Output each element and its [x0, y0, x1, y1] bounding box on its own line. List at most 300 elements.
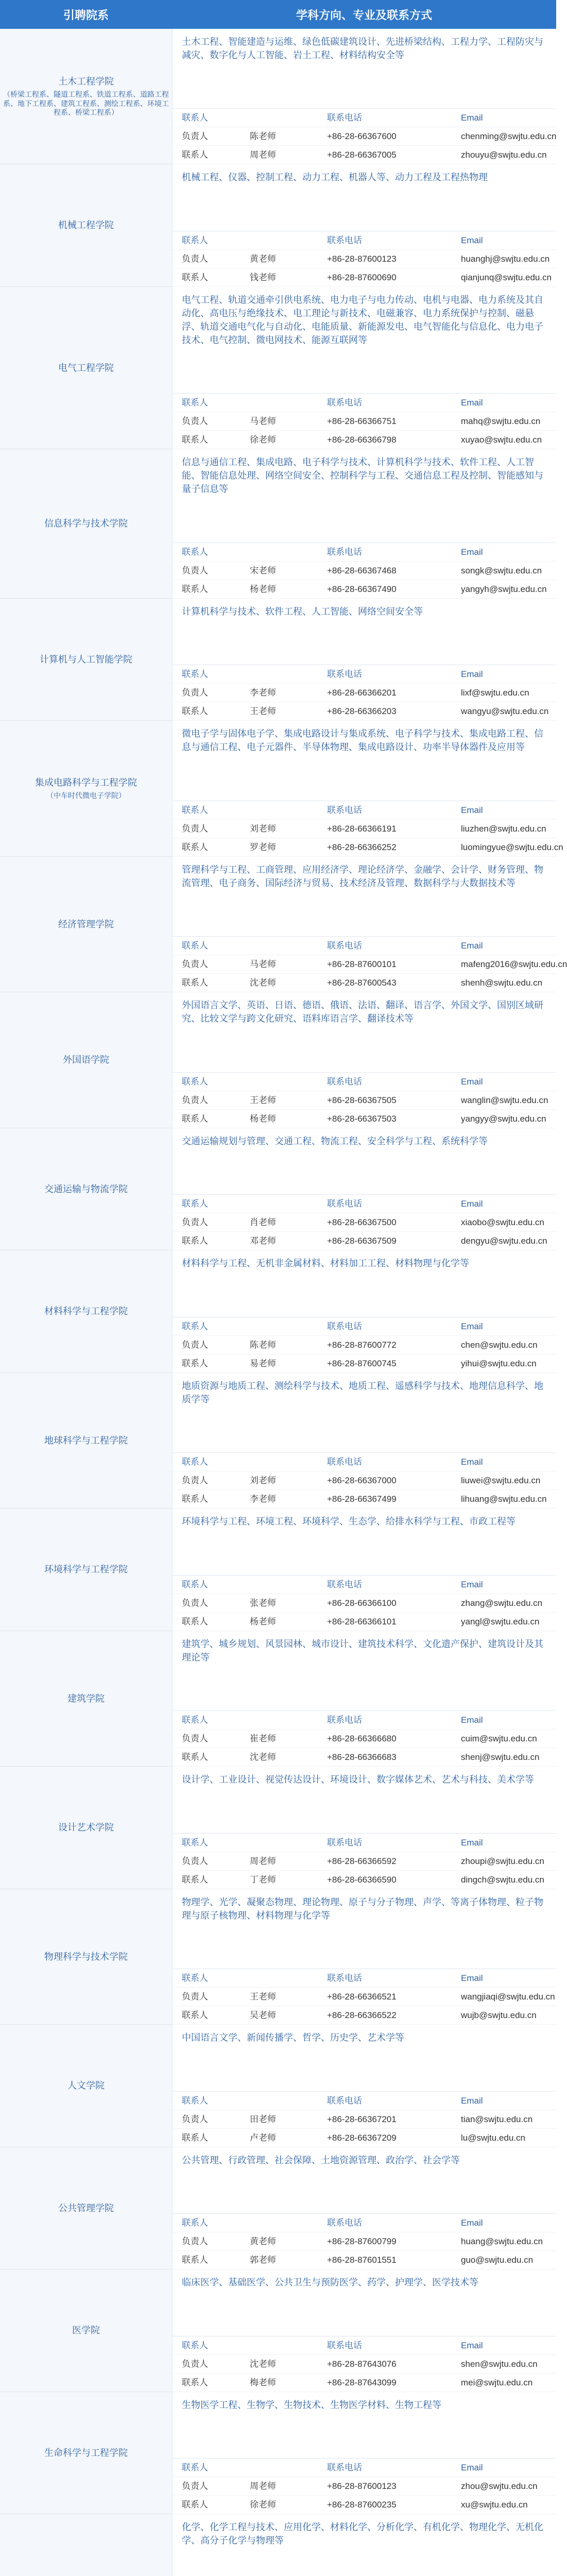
- department-name: 环境科学与工程学院: [44, 1564, 128, 1575]
- contact-name: 沈老师: [250, 2359, 276, 2369]
- discipline-text: 公共管理、行政管理、社会保障、土地资源管理、政治学、社会学等: [172, 2147, 556, 2214]
- contact-role: 联系人: [182, 978, 208, 988]
- contact-header-c4: Email: [461, 1199, 483, 1209]
- department-name: 计算机与人工智能学院: [40, 654, 132, 665]
- department-subtitle: （桥梁工程系、隧道工程系、铁道工程系、道路工程系、地下工程系、建筑工程系、测绘工程系、环境工程系、桥梁工程系）: [3, 90, 169, 117]
- contact-row: [172, 1852, 556, 1871]
- contact-header-c1: 联系人: [182, 398, 208, 408]
- discipline-text: 临床医学、基础医学、公共卫生与预防医学、药学、护理学、医学技术等: [172, 2269, 556, 2336]
- contact-name: 刘老师: [250, 823, 276, 834]
- department-name-cell: [0, 1128, 172, 1250]
- contact-email[interactable]: liuwei@swjtu.edu.cn: [461, 1476, 541, 1486]
- contact-phone: +86-28-87600799: [327, 2236, 397, 2247]
- contact-role: 负责人: [182, 2481, 208, 2492]
- contact-header-c3: 联系电话: [327, 547, 362, 557]
- contact-role: 负责人: [182, 1856, 208, 1866]
- department-name: 信息科学与技术学院: [44, 518, 128, 529]
- contact-name: 张老师: [250, 1598, 276, 1608]
- contact-name: 郭老师: [250, 2255, 276, 2265]
- contact-email[interactable]: liuzhen@swjtu.edu.cn: [461, 823, 546, 834]
- contact-email[interactable]: zhou@swjtu.edu.cn: [461, 2481, 538, 2492]
- contact-role: 联系人: [182, 842, 208, 852]
- contact-row: [172, 1730, 556, 1748]
- contact-role: 负责人: [182, 2236, 208, 2247]
- discipline-text: 化学、化学工程与技术、应用化学、材料化学、分析化学、有机化学、物理化学、无机化学、高分子化学与物理等: [172, 2514, 556, 2576]
- contact-name: 杨老师: [250, 1113, 276, 1124]
- contact-phone: +86-28-66367201: [327, 2114, 397, 2124]
- contact-header-c3: 联系电话: [327, 2463, 362, 2473]
- contact-header-row: [172, 2459, 556, 2477]
- contact-phone: +86-28-87600772: [327, 1340, 397, 1350]
- contact-role: 联系人: [182, 2255, 208, 2265]
- discipline-text: 外国语言文学、英语、日语、德语、俄语、法语、翻译、语言学、外国文学、国别区域研究、比较文学与跨文化研究、语料库语言学、翻译技术等: [172, 992, 556, 1072]
- department-name-cell: [0, 1631, 172, 1767]
- contact-phone: +86-28-66366101: [327, 1616, 397, 1626]
- contact-header-c1: 联系人: [182, 1579, 208, 1589]
- contact-role: 负责人: [182, 1095, 208, 1105]
- contact-header-c4: Email: [461, 941, 483, 951]
- contact-name: 罗老师: [250, 842, 276, 852]
- discipline-text: 微电子学与固体电子学、集成电路设计与集成系统、电子科学与技术、集成电路工程、信息与通信工程、电子元器件、半导体物理、集成电路设计、功率半导体器件及应用等: [172, 721, 556, 801]
- contact-role: 联系人: [182, 2377, 208, 2387]
- contact-header-c3: 联系电话: [327, 113, 362, 123]
- contact-header-c1: 联系人: [182, 547, 208, 557]
- contact-name: 杨老师: [250, 584, 276, 594]
- contact-role: 负责人: [182, 253, 208, 264]
- department-name-cell: [0, 2147, 172, 2269]
- contact-row: [172, 1354, 556, 1373]
- contact-email[interactable]: yangyy@swjtu.edu.cn: [461, 1113, 546, 1124]
- contact-row: [172, 1594, 556, 1613]
- contact-header-c3: 联系电话: [327, 805, 362, 815]
- table-header: [0, 0, 556, 29]
- department-name: 机械工程学院: [58, 220, 114, 231]
- contact-email[interactable]: zhang@swjtu.edu.cn: [461, 1598, 543, 1608]
- contact-row: [172, 562, 556, 580]
- contact-email[interactable]: lihuang@swjtu.edu.cn: [461, 1494, 547, 1504]
- contact-row: [172, 431, 556, 449]
- contact-email[interactable]: guo@swjtu.edu.cn: [461, 2255, 534, 2265]
- contact-header-c3: 联系电话: [327, 1199, 362, 1209]
- discipline-text: 中国语言文学、新闻传播学、哲学、历史学、艺术学等: [172, 2025, 556, 2091]
- contact-row: [172, 1748, 556, 1767]
- contact-name: 沈老师: [250, 1752, 276, 1762]
- contact-header-row: [172, 1969, 556, 1988]
- contact-phone: +86-28-66366201: [327, 688, 397, 698]
- department-name: 集成电路科学与工程学院: [35, 777, 137, 788]
- contact-row: [172, 2129, 556, 2147]
- contact-phone: +86-28-66366680: [327, 1734, 397, 1744]
- contact-email[interactable]: huanghj@swjtu.edu.cn: [461, 253, 550, 264]
- contact-header-c1: 联系人: [182, 1715, 208, 1725]
- contact-role: 联系人: [182, 706, 208, 717]
- contact-header-row: [172, 1073, 556, 1091]
- contact-name: 黄老师: [250, 253, 276, 264]
- contact-header-c4: Email: [461, 1973, 483, 1984]
- discipline-text: 交通运输规划与管理、交通工程、物流工程、安全科学与工程、系统科学等: [172, 1128, 556, 1195]
- contact-email[interactable]: songk@swjtu.edu.cn: [461, 565, 542, 575]
- contact-header-row: [172, 231, 556, 250]
- discipline-text: 建筑学、城乡规划、风景园林、城市设计、建筑技术科学、文化遗产保护、建筑设计及其理论等: [172, 1631, 556, 1711]
- department-name-cell: [0, 29, 172, 164]
- contact-email[interactable]: chen@swjtu.edu.cn: [461, 1340, 538, 1350]
- contact-header-c4: Email: [461, 1457, 483, 1467]
- contact-name: 黄老师: [250, 2236, 276, 2247]
- contact-phone: +86-28-66366252: [327, 842, 397, 852]
- contact-role: 联系人: [182, 1113, 208, 1124]
- department-name-cell: [0, 2025, 172, 2147]
- contact-row: [172, 146, 556, 164]
- contact-header-row: [172, 2092, 556, 2110]
- contact-role: 联系人: [182, 1874, 208, 1885]
- contact-row: [172, 1871, 556, 1889]
- contact-email[interactable]: wangyu@swjtu.edu.cn: [461, 706, 549, 717]
- department-name-cell: [0, 2392, 172, 2514]
- contact-name: 王老师: [250, 1992, 276, 2002]
- contact-name: 李老师: [250, 688, 276, 698]
- contact-name: 易老师: [250, 1358, 276, 1368]
- contact-email[interactable]: huang@swjtu.edu.cn: [461, 2236, 543, 2247]
- department-name: 经济管理学院: [58, 919, 114, 929]
- contact-role: 负责人: [182, 565, 208, 575]
- contact-phone: +86-28-66366203: [327, 706, 397, 717]
- contact-row: [172, 127, 556, 146]
- department-name: 地球科学与工程学院: [44, 1435, 128, 1446]
- contact-header-c1: 联系人: [182, 1837, 208, 1848]
- contact-row: [172, 1471, 556, 1490]
- department-name: 外国语学院: [63, 1055, 109, 1065]
- contact-header-c4: Email: [461, 805, 483, 815]
- contact-email[interactable]: wangjiaqi@swjtu.edu.cn: [461, 1992, 555, 2002]
- contact-role: 联系人: [182, 2132, 208, 2143]
- contact-header-c3: 联系电话: [327, 1715, 362, 1725]
- discipline-text: 物理学、光学、凝聚态物理、理论物理、原子与分子物理、声学、等离子体物理、粒子物理与原子核物理、材料物理与化学等: [172, 1889, 556, 1969]
- contact-name: 肖老师: [250, 1217, 276, 1228]
- contact-name: 田老师: [250, 2114, 276, 2124]
- contact-phone: +86-28-87600123: [327, 2481, 397, 2492]
- contact-email[interactable]: luomingyue@swjtu.edu.cn: [461, 842, 563, 852]
- contact-role: 负责人: [182, 1598, 208, 1608]
- discipline-text: 设计学、工业设计、视觉传达设计、环境设计、数字媒体艺术、艺术与科技、美术学等: [172, 1767, 556, 1833]
- contact-header-row: [172, 801, 556, 820]
- contact-email[interactable]: lixf@swjtu.edu.cn: [461, 688, 529, 698]
- contact-email[interactable]: yangl@swjtu.edu.cn: [461, 1616, 540, 1626]
- contact-header-c3: 联系电话: [327, 1321, 362, 1331]
- contact-phone: +86-28-66366751: [327, 416, 397, 427]
- contact-phone: +86-28-66367509: [327, 1236, 397, 1246]
- contact-header-c1: 联系人: [182, 1321, 208, 1331]
- contact-header-row: [172, 394, 556, 412]
- contact-role: 负责人: [182, 131, 208, 142]
- contact-name: 陈老师: [250, 131, 276, 142]
- department-name-cell: [0, 287, 172, 449]
- contact-row: [172, 2251, 556, 2269]
- contact-email[interactable]: cuim@swjtu.edu.cn: [461, 1734, 537, 1744]
- contact-header-c4: Email: [461, 113, 483, 123]
- department-name-cell: [0, 1250, 172, 1372]
- discipline-text: 管理科学与工程、工商管理、应用经济学、理论经济学、金融学、会计学、财务管理、物流管理、电子商务、国际经济与贸易、技术经济及管理、数据科学与大数据技术等: [172, 857, 556, 937]
- discipline-text: 材料科学与工程、无机非金属材料、材料加工工程、材料物理与化学等: [172, 1250, 556, 1317]
- contact-header-c1: 联系人: [182, 805, 208, 815]
- contact-row: [172, 250, 556, 268]
- department-name: 材料科学与工程学院: [44, 1306, 128, 1317]
- contact-row: [172, 1336, 556, 1354]
- department-name-cell: [0, 1373, 172, 1509]
- contact-header-c3: 联系电话: [327, 235, 362, 245]
- contact-phone: +86-28-66367505: [327, 1095, 397, 1105]
- contact-row: [172, 820, 556, 838]
- contact-name: 宋老师: [250, 565, 276, 575]
- contact-header-c3: 联系电话: [327, 941, 362, 951]
- department-subtitle: （中车时代微电子学院）: [46, 791, 126, 800]
- department-name: 土木工程学院: [58, 76, 114, 87]
- contact-name: 李老师: [250, 1494, 276, 1504]
- contact-header-c4: Email: [461, 1579, 483, 1589]
- contact-role: 负责人: [182, 2359, 208, 2369]
- contact-name: 王老师: [250, 1095, 276, 1105]
- contact-header-c4: Email: [461, 2095, 483, 2106]
- contact-name: 崔老师: [250, 1734, 276, 1744]
- contact-phone: +86-28-66367490: [327, 584, 397, 594]
- contact-phone: +86-28-87601551: [327, 2255, 397, 2265]
- contact-email[interactable]: yangyh@swjtu.edu.cn: [461, 584, 547, 594]
- contact-header-c4: Email: [461, 235, 483, 245]
- contact-row: [172, 2477, 556, 2496]
- contact-email[interactable]: shenj@swjtu.edu.cn: [461, 1752, 540, 1762]
- header-col-discipline: 学科方向、专业及联系方式: [296, 8, 432, 22]
- contact-header-row: [172, 2214, 556, 2232]
- contact-header-row: [172, 937, 556, 955]
- contact-header-c3: 联系电话: [327, 669, 362, 680]
- contact-row: [172, 412, 556, 431]
- department-name: 物理科学与技术学院: [44, 1951, 128, 1962]
- contact-row: [172, 974, 556, 992]
- contact-role: 负责人: [182, 1992, 208, 2002]
- contact-role: 联系人: [182, 1616, 208, 1626]
- department-name: 医学院: [72, 2325, 100, 2336]
- contact-header-c3: 联系电话: [327, 398, 362, 408]
- contact-name: 周老师: [250, 1856, 276, 1866]
- contact-email[interactable]: qianjunq@swjtu.edu.cn: [461, 272, 552, 282]
- contact-phone: +86-28-87600543: [327, 978, 397, 988]
- contact-phone: +86-28-87600745: [327, 1358, 397, 1368]
- header-col-department: 引聘院系: [63, 8, 109, 22]
- contact-phone: +86-28-66367499: [327, 1494, 397, 1504]
- contact-row: [172, 2110, 556, 2129]
- department-name-cell: [0, 449, 172, 598]
- contact-header-c4: Email: [461, 398, 483, 408]
- contact-name: 丁老师: [250, 1874, 276, 1885]
- department-name: 生命科学与工程学院: [44, 2447, 128, 2458]
- contact-header-c4: Email: [461, 2463, 483, 2473]
- contact-header-c4: Email: [461, 2340, 483, 2350]
- contact-phone: +86-28-66366592: [327, 1856, 397, 1866]
- department-name-cell: [0, 1509, 172, 1631]
- department-name-cell: [0, 599, 172, 721]
- contact-role: 负责人: [182, 688, 208, 698]
- contact-name: 梅老师: [250, 2377, 276, 2387]
- contact-row: [172, 1110, 556, 1128]
- contact-row: [172, 2006, 556, 2025]
- discipline-text: 地质资源与地质工程、测绘科学与技术、地质工程、遥感科学与技术、地理信息科学、地质学等: [172, 1373, 556, 1453]
- contact-role: 联系人: [182, 1752, 208, 1762]
- contact-email[interactable]: dingch@swjtu.edu.cn: [461, 1874, 544, 1885]
- department-name: 人文学院: [67, 2080, 105, 2091]
- department-name-cell: [0, 857, 172, 992]
- contact-role: 联系人: [182, 150, 208, 160]
- contact-header-c3: 联系电话: [327, 2218, 362, 2228]
- contact-role: 负责人: [182, 959, 208, 970]
- contact-name: 邓老师: [250, 1236, 276, 1246]
- contact-row: [172, 702, 556, 721]
- contact-header-row: [172, 1453, 556, 1471]
- contact-row: [172, 1988, 556, 2006]
- department-name: 设计艺术学院: [58, 1822, 114, 1833]
- department-name: 建筑学院: [67, 1693, 105, 1704]
- contact-email[interactable]: mahq@swjtu.edu.cn: [461, 416, 541, 427]
- contact-name: 沈老师: [250, 978, 276, 988]
- department-name-cell: [0, 164, 172, 286]
- contact-header-c3: 联系电话: [327, 1973, 362, 1984]
- contact-header-c3: 联系电话: [327, 1076, 362, 1087]
- contact-role: 负责人: [182, 823, 208, 834]
- contact-email[interactable]: chenming@swjtu.edu.cn: [461, 131, 557, 142]
- contact-role: 联系人: [182, 435, 208, 445]
- contact-name: 吴老师: [250, 2010, 276, 2021]
- contact-phone: +86-28-66366521: [327, 1992, 397, 2002]
- contact-email[interactable]: xuyao@swjtu.edu.cn: [461, 435, 542, 445]
- contact-role: 联系人: [182, 1236, 208, 1246]
- discipline-text: 环境科学与工程、环境工程、环境科学、生态学、给排水科学与工程、市政工程等: [172, 1509, 556, 1575]
- contact-phone: +86-28-87600690: [327, 272, 397, 282]
- department-name-cell: [0, 2269, 172, 2392]
- contact-email[interactable]: mafeng2016@swjtu.edu.cn: [461, 959, 567, 970]
- contact-header-c1: 联系人: [182, 235, 208, 245]
- contact-header-row: [172, 1834, 556, 1852]
- contact-header-c4: Email: [461, 1321, 483, 1331]
- contact-role: 负责人: [182, 416, 208, 427]
- department-name-cell: [0, 2514, 172, 2576]
- contact-email[interactable]: xiaobo@swjtu.edu.cn: [461, 1217, 544, 1228]
- contact-email[interactable]: shen@swjtu.edu.cn: [461, 2359, 538, 2369]
- contact-email[interactable]: zhoupi@swjtu.edu.cn: [461, 1856, 544, 1866]
- contact-phone: +86-28-66366798: [327, 435, 397, 445]
- contact-email[interactable]: lu@swjtu.edu.cn: [461, 2132, 525, 2143]
- contact-name: 杨老师: [250, 1616, 276, 1626]
- contact-row: [172, 955, 567, 974]
- discipline-text: 计算机科学与技术、软件工程、人工智能、网络空间安全等: [172, 599, 556, 665]
- contact-header-row: [172, 665, 556, 684]
- contact-header-c1: 联系人: [182, 669, 208, 680]
- contact-role: 负责人: [182, 1734, 208, 1744]
- contact-role: 联系人: [182, 1358, 208, 1368]
- contact-email[interactable]: mei@swjtu.edu.cn: [461, 2377, 533, 2387]
- contact-header-row: [172, 1317, 556, 1336]
- contact-row: [172, 1232, 556, 1250]
- contact-header-row: [172, 1711, 556, 1730]
- contact-phone: +86-28-87600123: [327, 253, 397, 264]
- discipline-text: 信息与通信工程、集成电路、电子科学与技术、计算机科学与技术、软件工程、人工智能、智能信息处理、网络空间安全、控制科学与工程、交通信息工程及控制、智能感知与量子信息等: [172, 449, 556, 543]
- contact-row: [172, 2374, 556, 2392]
- contact-header-c4: Email: [461, 1837, 483, 1848]
- department-name-cell: [0, 992, 172, 1128]
- contact-role: 负责人: [182, 1340, 208, 1350]
- contact-phone: +86-28-87600101: [327, 959, 397, 970]
- contact-header-row: [172, 2336, 556, 2355]
- contact-phone: +86-28-66366522: [327, 2010, 397, 2021]
- contact-row: [172, 2355, 556, 2374]
- contact-header-c3: 联系电话: [327, 2340, 362, 2350]
- contact-row: [172, 838, 563, 857]
- contact-email[interactable]: dengyu@swjtu.edu.cn: [461, 1236, 547, 1246]
- contact-header-c3: 联系电话: [327, 1837, 362, 1848]
- contact-name: 王老师: [250, 706, 276, 717]
- contact-header-c1: 联系人: [182, 2463, 208, 2473]
- contact-header-c1: 联系人: [182, 2095, 208, 2106]
- department-name: 交通运输与物流学院: [44, 1183, 128, 1194]
- contact-email[interactable]: tian@swjtu.edu.cn: [461, 2114, 533, 2124]
- contact-name: 徐老师: [250, 2500, 276, 2510]
- contact-email[interactable]: wujb@swjtu.edu.cn: [461, 2010, 537, 2021]
- department-name-cell: [0, 1889, 172, 2025]
- discipline-text: 电气工程、轨道交通牵引供电系统、电力电子与电力传动、电机与电器、电力系统及其自动化、高电压与绝缘技术、电工理论与新技术、电磁兼容、电力系统保护与控制、磁悬浮、轨道交通电气化与自动化、电能质量、新能源发电、电气智能化与信息化、电力电子技术、电气控制、微电网技术、能源互联网等: [172, 287, 556, 394]
- contact-name: 陈老师: [250, 1340, 276, 1350]
- contact-name: 卢老师: [250, 2132, 276, 2143]
- contact-header-row: [172, 1575, 556, 1594]
- contact-name: 周老师: [250, 2481, 276, 2492]
- contact-email[interactable]: yihui@swjtu.edu.cn: [461, 1358, 537, 1368]
- contact-role: 负责人: [182, 1476, 208, 1486]
- contact-row: [172, 1613, 556, 1631]
- contact-header-c4: Email: [461, 669, 483, 680]
- contact-row: [172, 268, 556, 287]
- contact-phone: +86-28-66366191: [327, 823, 397, 834]
- contact-phone: +86-28-66367000: [327, 1476, 397, 1486]
- contact-role: 负责人: [182, 2114, 208, 2124]
- contact-role: 联系人: [182, 272, 208, 282]
- contact-name: 马老师: [250, 959, 276, 970]
- contact-row: [172, 2232, 556, 2251]
- contact-email[interactable]: wanglin@swjtu.edu.cn: [461, 1095, 548, 1105]
- contact-name: 刘老师: [250, 1476, 276, 1486]
- contact-phone: +86-28-66367503: [327, 1113, 397, 1124]
- discipline-text: 生物医学工程、生物学、生物技术、生物医学材料、生物工程等: [172, 2392, 556, 2459]
- contact-header-c1: 联系人: [182, 2340, 208, 2350]
- contact-email[interactable]: zhouyu@swjtu.edu.cn: [461, 150, 547, 160]
- contact-header-c3: 联系电话: [327, 2095, 362, 2106]
- department-name-cell: [0, 1767, 172, 1889]
- contact-phone: +86-28-66366100: [327, 1598, 397, 1608]
- discipline-text: 机械工程、仪器、控制工程、动力工程、机器人等、动力工程及工程热物理: [172, 164, 556, 231]
- contact-row: [172, 1213, 556, 1232]
- contact-role: 联系人: [182, 2010, 208, 2021]
- contact-header-c1: 联系人: [182, 2218, 208, 2228]
- contact-phone: +86-28-87600235: [327, 2500, 397, 2510]
- contact-email[interactable]: shenh@swjtu.edu.cn: [461, 978, 543, 988]
- contact-header-c4: Email: [461, 547, 483, 557]
- department-name-cell: [0, 721, 172, 856]
- contact-row: [172, 684, 556, 702]
- discipline-text: 土木工程、智能建造与运维、绿色低碳建筑设计、先进桥梁结构、工程力学、工程防灾与减灾、数字化与人工智能、岩土工程、材料结构安全等: [172, 29, 556, 109]
- contact-role: 负责人: [182, 1217, 208, 1228]
- contact-header-c1: 联系人: [182, 1457, 208, 1467]
- contact-phone: +86-28-66367209: [327, 2132, 397, 2143]
- contact-row: [172, 1490, 556, 1509]
- contact-header-c3: 联系电话: [327, 1579, 362, 1589]
- department-name: 公共管理学院: [58, 2202, 114, 2213]
- contact-email[interactable]: xu@swjtu.edu.cn: [461, 2500, 528, 2510]
- contact-phone: +86-28-66366590: [327, 1874, 397, 1885]
